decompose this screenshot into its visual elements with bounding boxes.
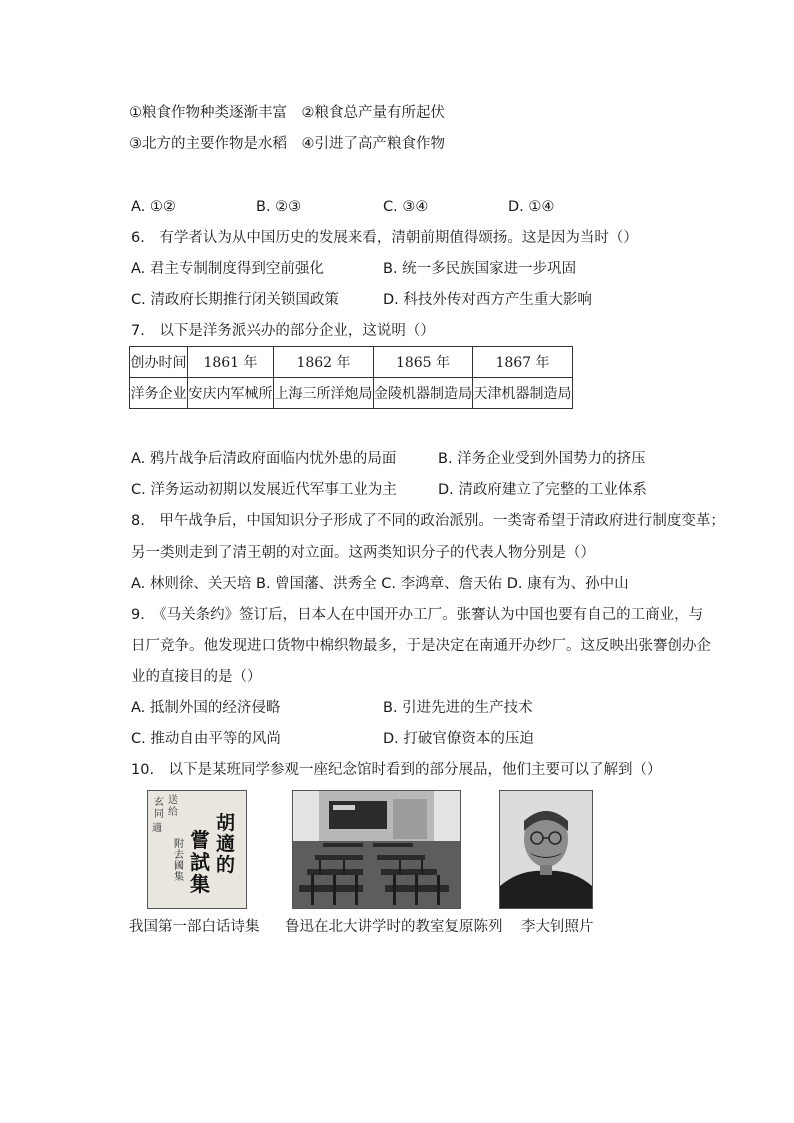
q7-table-header-time: 创办时间 xyxy=(130,347,188,378)
q7-option-b: B. 洋务企业受到外国势力的挤压 xyxy=(438,451,646,467)
q9-stem-line-2: 日厂竞争。他发现进口货物中棉织物最多，于是决定在南通开办纱厂。这反映出张謇创办企 xyxy=(131,638,711,654)
q6-option-c: C. 清政府长期推行闭关锁国政策 xyxy=(131,292,339,308)
q7-table-enterprise: 天津机器制造局 xyxy=(473,378,573,409)
q9-option-d: D. 打破官僚资本的压迫 xyxy=(383,731,534,747)
q7-table-year: 1867 年 xyxy=(473,347,573,378)
q7-table-year: 1865 年 xyxy=(374,347,473,378)
li-dazhao-portrait xyxy=(499,790,593,909)
book-cover-image xyxy=(147,790,247,909)
caption-classroom: 鲁迅在北大讲学时的教室复原陈列 xyxy=(285,919,503,935)
q5-option-d: D. ①④ xyxy=(508,199,555,215)
q9-option-c: C. 推动自由平等的风尚 xyxy=(131,731,281,747)
q7-table-enterprise: 金陵机器制造局 xyxy=(374,378,473,409)
portrait-drawing xyxy=(500,791,592,908)
q9-stem-line-3: 业的直接目的是（） xyxy=(131,669,262,685)
book-cover-inscription-3: 適 xyxy=(152,823,162,834)
classroom-photo-drawing xyxy=(293,791,460,908)
caption-portrait: 李大钊照片 xyxy=(521,919,594,935)
q6-stem: 6. 有学者认为从中国历史的发展来看，清朝前期值得颂扬。这是因为当时（） xyxy=(131,230,638,246)
book-cover-author: 胡適的 xyxy=(216,812,236,876)
book-cover-inscription-1: 送给 xyxy=(168,795,178,818)
q6-option-b: B. 统一多民族国家进一步巩固 xyxy=(383,261,577,277)
q7-table-year: 1862 年 xyxy=(274,347,374,378)
q5-item-line-1: ①粮食作物种类逐渐丰富 ②粮食总产量有所起伏 xyxy=(129,105,445,121)
q7-table-enterprise: 上海三所洋炮局 xyxy=(274,378,374,409)
q10-stem: 10. 以下是某班同学参观一座纪念馆时看到的部分展品，他们主要可以了解到（） xyxy=(131,762,662,778)
q7-option-a: A. 鸦片战争后清政府面临内忧外患的局面 xyxy=(131,451,397,467)
q6-option-d: D. 科技外传对西方产生重大影响 xyxy=(383,292,592,308)
q9-stem-line-1: 9. 《马关条约》签订后，日本人在中国开办工厂。张謇认为中国也要有自己的工商业，与 xyxy=(131,607,704,623)
q9-option-b: B. 引进先进的生产技术 xyxy=(383,700,533,716)
q5-item-line-2: ③北方的主要作物是水稻 ④引进了高产粮食作物 xyxy=(129,136,445,152)
q8-options: A. 林则徐、关天培 B. 曾国藩、洪秀全 C. 李鸿章、詹天佑 D. 康有为、孙中山 xyxy=(131,576,629,592)
classroom-photo xyxy=(292,790,461,909)
q7-table-header-enterprise: 洋务企业 xyxy=(130,378,188,409)
q6-option-a: A. 君主专制制度得到空前强化 xyxy=(131,261,324,277)
q7-stem: 7. 以下是洋务派兴办的部分企业，这说明（） xyxy=(131,323,435,339)
q5-option-c: C. ③④ xyxy=(383,199,429,215)
q8-stem-line-2: 另一类则走到了清王朝的对立面。这两类知识分子的代表人物分别是（） xyxy=(131,545,595,561)
q5-option-a: A. ①② xyxy=(131,199,176,215)
q9-option-a: A. 抵制外国的经济侵略 xyxy=(131,700,281,716)
q7-table xyxy=(129,346,573,409)
book-cover-inscription-2: 玄同 xyxy=(154,797,164,820)
book-cover-title: 嘗試集 xyxy=(190,828,210,896)
q7-option-c: C. 洋务运动初期以发展近代军事工业为主 xyxy=(131,482,397,498)
caption-book: 我国第一部白话诗集 xyxy=(129,919,260,935)
q7-option-d: D. 清政府建立了完整的工业体系 xyxy=(438,482,647,498)
q5-option-b: B. ②③ xyxy=(256,199,302,215)
q8-stem-line-1: 8. 甲午战争后，中国知识分子形成了不同的政治派别。一类寄希望于清政府进行制度变革； xyxy=(131,513,725,529)
book-cover-subtitle: 附去國集 xyxy=(174,839,184,883)
q7-table-enterprise: 安庆内军械所 xyxy=(188,378,274,409)
q7-table-year: 1861 年 xyxy=(188,347,274,378)
